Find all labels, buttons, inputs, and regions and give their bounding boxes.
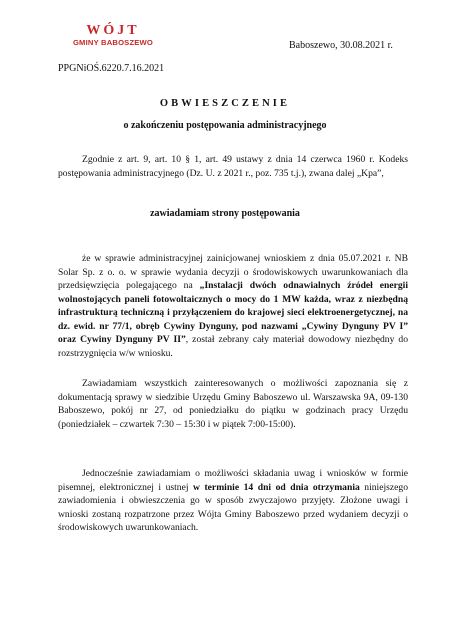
official-stamp (58, 24, 168, 48)
stamp-subtitle: GMINY BABOSZEWO (72, 38, 154, 47)
stamp-title: WÓJT (86, 23, 140, 38)
case-number: PPGNiOŚ.6220.7.16.2021 (58, 63, 165, 74)
place-date: Baboszewo, 30.08.2021 r. (289, 40, 393, 51)
project-name: „Instalacji dwóch odnawialnych źródeł energii wolnostojących paneli fotowoltaicznych o mocy do 1 MW każda, wraz z niezbędną infrastrukturą techniczną i przyłączeniem do krajowej sieci elektroenergetycznej, na dz. ewid. nr 77/1, obręb Cywiny Dynguny, pod nazwami „Cywiny Dynguny PV I” oraz Cywiny Dynguny PV II” (58, 280, 408, 345)
notify-heading: zawiadamiam strony postępowania (150, 208, 300, 219)
paragraph-comments-info: Jednocześnie zawiadamiam o możliwości składania uwag i wniosków w formie pisemnej, elektronicznej i ustnej w terminie 14 dni od dnia otrzymania niniejszego zawiadomienia i obwieszczenia go w sposób zwyczajowo przyjęty. Złożone uwagi i wnioski zostaną rozpatrzone przez Wójta Gminy Baboszewo przed wydaniem decyzji o środowiskowych uwarunkowaniach. (58, 468, 408, 533)
document-title: OBWIESZCZENIE (159, 98, 291, 109)
paragraph-inspection-info: Zawiadamiam wszystkich zainteresowanych o możliwości zapoznania się z dokumentacją sprawy w siedzibie Urzędu Gminy Baboszewo ul. Warszawska 9A, 09-130 Baboszewo, pokój nr 27, od poniedziałku do piątku w godzinach pracy Urzędu (poniedziałek – czwartek 7:30 – 15:30 i w piątek 7:00-15:00). (58, 378, 408, 430)
document-subtitle: o zakończeniu postępowania administracyjnego (123, 120, 327, 131)
paragraph-case-details: że w sprawie administracyjnej zainicjowanej wnioskiem z dnia 05.07.2021 r. NB Solar Sp. z o. o. w sprawie wydania decyzji o środowiskowych uwarunkowaniach dla przedsięwzięcia polegającego na „Instalacji dwóch odnawialnych źródeł energii wolnostojących paneli fotowoltaicznych o mocy do 1 MW każda, wraz z niezbędną infrastrukturą techniczną i przyłączeniem do krajowej sieci elektroenergetycznej, na dz. ewid. nr 77/1, obręb Cywiny Dynguny, pod nazwami „Cywiny Dynguny PV I” oraz Cywiny Dynguny PV II”, został zebrany cały materiał dowodowy niezbędny do rozstrzygnięcia w/w wniosku. (58, 253, 408, 359)
paragraph-legal-basis: Zgodnie z art. 9, art. 10 § 1, art. 49 ustawy z dnia 14 czerwca 1960 r. Kodeks postępowania administracyjnego (Dz. U. z 2021 r., poz. 735 t.j.), zwana dalej „Kpa”, (58, 154, 408, 179)
deadline-text: w terminie 14 dni od dnia otrzymania (193, 481, 360, 493)
